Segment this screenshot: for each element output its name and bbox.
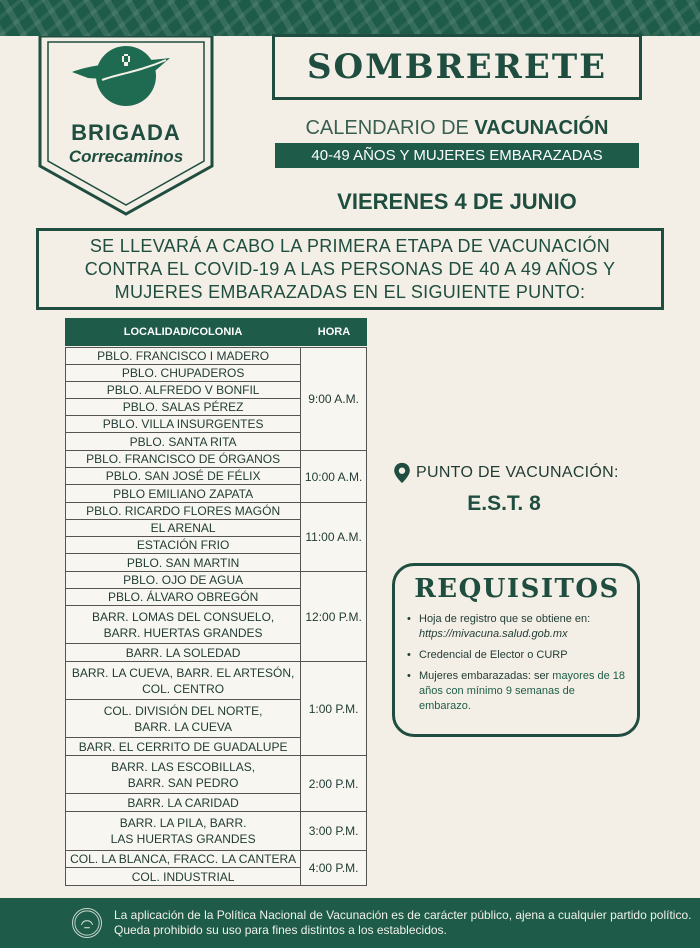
event-date: VIERENES 4 DE JUNIO	[337, 189, 577, 214]
location-cell: EL ARENAL	[66, 520, 300, 537]
top-pattern-band	[0, 0, 700, 36]
location-cell: COL. INDUSTRIAL	[131, 869, 235, 884]
vaccination-point-value: E.S.T. 8	[467, 492, 541, 515]
requirement-text: Hoja de registro que se obtiene en:	[419, 613, 591, 625]
location-cell: BARR. LA CARIDAD	[127, 795, 239, 810]
location-cell: BARR. LA CUEVA, BARR. EL ARTESÓN, COL. CENTRO	[66, 662, 300, 700]
schedule-group	[65, 812, 367, 851]
schedule-table	[65, 318, 367, 886]
hour-cell: 2:00 P.M.	[308, 776, 359, 791]
schedule-group	[65, 756, 367, 812]
location-cell: PBLO. ÁLVARO OBREGÓN	[66, 589, 300, 606]
schedule-group	[65, 851, 367, 886]
location-cell: PBLO. VILLA INSURGENTES	[66, 416, 300, 433]
location-cell: COL. LA BLANCA, FRACC. LA CANTERA	[66, 851, 300, 868]
location-cell: PBLO. SAN JOSÉ DE FÉLIX	[66, 468, 300, 485]
location-cell: PBLO. SANTA RITA	[129, 434, 237, 449]
location-cell: BARR. LA PILA, BARR. LAS HUERTAS GRANDES	[110, 816, 256, 846]
requirement-highlight: mayores de 18 años con mínimo 9 semanas de embarazo.	[419, 670, 626, 712]
location-cell: BARR. EL CERRITO DE GUADALUPE	[78, 739, 288, 754]
requirements-title: REQUISITOS	[414, 574, 620, 604]
table-body	[65, 347, 367, 886]
location-cell: BARR. LOMAS DEL CONSUELO, BARR. HUERTAS GRANDES	[66, 606, 300, 644]
column-header-hour: HORA	[317, 326, 351, 338]
schedule-group	[65, 451, 367, 503]
table-header	[65, 318, 367, 346]
hour-cell: 11:00 A.M.	[305, 530, 362, 544]
requirement-item	[407, 612, 627, 642]
requirements-box	[392, 563, 640, 737]
location-list	[66, 451, 301, 502]
location-list	[66, 572, 301, 661]
vaccination-point	[392, 462, 642, 516]
location-list	[66, 662, 301, 755]
hour-cell: 3:00 P.M.	[308, 824, 359, 838]
location-list	[66, 756, 301, 811]
location-cell: PBLO. CHUPADEROS	[66, 365, 300, 382]
hour-cell: 12:00 P.M.	[305, 609, 362, 624]
calendar-title	[272, 117, 642, 140]
national-seal-icon	[72, 908, 102, 938]
requirement-item	[407, 669, 627, 714]
brand-subname: Correcaminos	[68, 147, 184, 166]
location-list	[66, 851, 301, 885]
location-cell: PBLO. SAN MARTIN	[126, 555, 240, 570]
schedule-group	[65, 503, 367, 572]
location-cell: COL. DIVISIÓN DEL NORTE, BARR. LA CUEVA	[66, 700, 300, 738]
location-pin-icon	[392, 462, 412, 484]
registration-link[interactable]: https://mivacuna.salud.gob.mx	[419, 628, 568, 640]
location-cell: PBLO. ALFREDO V BONFIL	[66, 382, 300, 399]
requirement-item	[407, 648, 627, 663]
location-cell: PBLO. FRANCISCO DE ÓRGANOS	[66, 451, 300, 468]
location-cell: PBLO. SALAS PÉREZ	[66, 399, 300, 416]
schedule-group	[65, 662, 367, 756]
municipality-title-box	[272, 34, 642, 100]
footer-disclaimer: La aplicación de la Política Nacional de Vacunación es de carácter público, ajena a cualquier partido político. Queda prohibido su uso para fines distintos a los establecidos.	[114, 908, 692, 937]
municipality-title: SOMBRERETE	[306, 47, 608, 87]
calendar-title-prefix: CALENDARIO DE	[305, 117, 475, 139]
location-cell: PBLO. FRANCISCO I MADERO	[66, 348, 300, 365]
calendar-title-emphasis: VACUNACIÓN	[474, 117, 609, 139]
location-cell: BARR. LAS ESCOBILLAS, BARR. SAN PEDRO	[66, 756, 300, 794]
intro-notice: SE LLEVARÁ A CABO LA PRIMERA ETAPA DE VACUNACIÓN CONTRA EL COVID-19 A LAS PERSONAS DE 40 A 49 AÑOS Y MUJERES EMBARAZADAS EN EL SIGUIENTE PUNTO:	[36, 228, 664, 310]
calendar-subtitle: 40-49 AÑOS Y MUJERES EMBARAZADAS	[275, 143, 639, 168]
location-cell: PBLO. OJO DE AGUA	[66, 572, 300, 589]
hour-cell: 9:00 A.M.	[308, 392, 359, 406]
location-cell: PBLO. RICARDO FLORES MAGÓN	[66, 503, 300, 520]
hour-cell: 1:00 P.M.	[308, 701, 359, 716]
schedule-group	[65, 572, 367, 662]
vaccination-point-label: PUNTO DE VACUNACIÓN:	[416, 464, 619, 481]
hour-cell: 4:00 P.M.	[308, 861, 359, 875]
location-cell: ESTACIÓN FRIO	[66, 537, 300, 554]
location-list	[66, 503, 301, 571]
schedule-group	[65, 347, 367, 451]
location-list	[66, 348, 301, 450]
location-cell: BARR. LA SOLEDAD	[125, 645, 241, 660]
location-list	[66, 812, 301, 850]
hour-cell: 10:00 A.M.	[304, 469, 363, 484]
footer-bar	[0, 898, 700, 948]
location-cell: PBLO EMILIANO ZAPATA	[113, 486, 254, 501]
vaccination-point-label-row	[392, 462, 642, 484]
brand-name: BRIGADA	[71, 120, 181, 145]
column-header-locality: LOCALIDAD/COLONIA	[123, 326, 243, 338]
requirements-list	[407, 612, 627, 714]
brigada-logo	[38, 36, 214, 216]
requirement-text: Credencial de Elector o CURP	[419, 649, 568, 661]
requirement-text: Mujeres embarazadas: ser	[419, 670, 553, 682]
